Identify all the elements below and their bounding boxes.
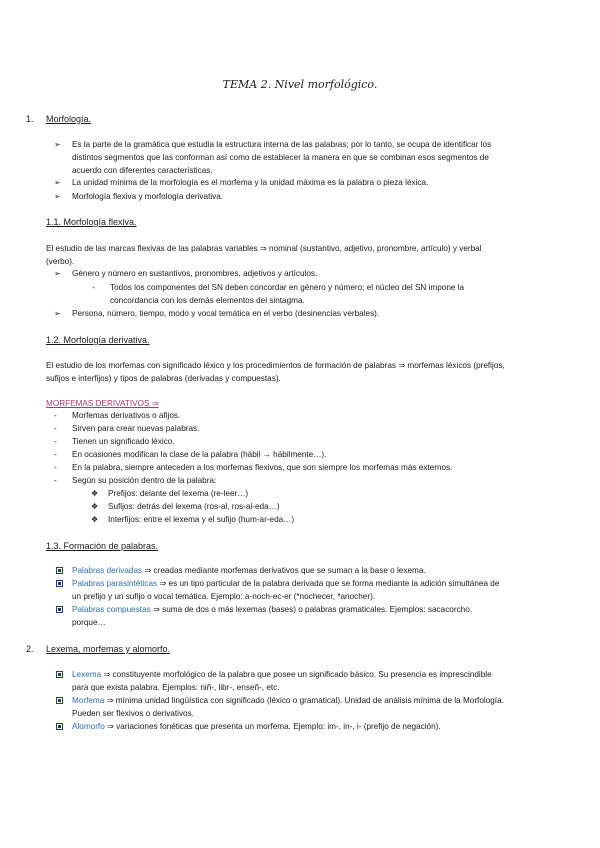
diamond-bullet-icon: ❖ (91, 502, 99, 511)
checkbox-bullet-icon (56, 606, 63, 613)
list-item: Según su posición dentro de la palabra: (72, 476, 217, 485)
section-number-1: 1. (26, 114, 34, 124)
term-definition: ⇒ creadas mediante morfemas derivativos que se suman a la base o lexema. (142, 566, 426, 575)
list-item: Tienen un significado léxico. (72, 437, 175, 446)
page-title: TEMA 2. Nivel morfológico. (222, 78, 378, 91)
list-item: Morfemas derivativos o afijos. (72, 411, 181, 420)
sub-list-item: Sufijos: detrás del lexema (ros-al, ros-al-eda…) (108, 502, 280, 511)
section-number-2: 2. (26, 644, 34, 654)
subsection-heading-derivativa: 1.2. Morfología derivativa. (46, 335, 150, 345)
term-palabras-parasinteticas: Palabras parasintéticas (72, 579, 158, 588)
term-alomorfo: Alomorfo (72, 722, 105, 731)
bullet-text: acuerdo con diferentes características. (72, 166, 213, 175)
term-palabras-compuestas: Palabras compuestas (72, 605, 151, 614)
term-palabras-derivadas: Palabras derivadas (72, 566, 143, 575)
dash-bullet-icon: - (54, 411, 57, 420)
dash-bullet-icon: - (54, 424, 57, 433)
bullet-text: Persona, número, tiempo, modo y vocal temática en el verbo (desinencias verbales). (72, 309, 380, 318)
bullet-text: Morfología flexiva y morfología derivativa. (72, 192, 224, 201)
term-definition: ⇒ variaciones fonéticas que presenta un morfema. Ejemplo: im-, in-, i- (prefijo de negación). (104, 722, 441, 731)
arrow-bullet-icon: ➢ (54, 269, 61, 278)
list-item: En ocasiones modifican la clase de la palabra (hábil → hábilmente…). (72, 450, 327, 459)
arrow-bullet-icon: ➢ (54, 140, 61, 149)
term-definition: ⇒ mínima unidad lingüística con significado (léxico o gramatical). Unidad de análisis mínima de la Morfología. (104, 696, 504, 705)
bullet-text: La unidad mínima de la morfología es el morfema y la unidad máxima es la palabra o pieza léxica. (72, 178, 429, 187)
checkbox-bullet-icon (56, 671, 63, 678)
paragraph: El estudio de los morfemas con significado léxico y los procedimientos de formación de palabras ⇒ morfemas léxicos (prefijos, (46, 361, 505, 370)
term-definition: ⇒ suma de dos o más lexemas (bases) o palabras gramaticales. Ejemplos: sacacorcho, (150, 605, 473, 614)
subsection-heading-formacion: 1.3. Formación de palabras. (46, 541, 159, 551)
arrow-bullet-icon: ➢ (54, 309, 61, 318)
sub-list-item: Prefijos: delante del lexema (re-leer…) (108, 489, 249, 498)
morfemas-derivativos-label: MORFEMAS DERIVATIVOS ⇒ (46, 399, 159, 408)
term-morfema: Morfema (72, 696, 105, 705)
checkbox-bullet-icon (56, 697, 63, 704)
subsection-heading-flexiva: 1.1. Morfología flexiva. (46, 217, 137, 227)
dash-bullet-icon: - (92, 283, 95, 292)
checkbox-bullet-icon (56, 580, 63, 587)
sub-bullet-text: Todos los componentes del SN deben concordar en género y número; el núcleo del SN impone la (110, 283, 465, 292)
paragraph: (verbo). (46, 257, 75, 266)
list-item: Sirven para crear nuevas palabras. (72, 424, 200, 433)
checkbox-bullet-icon (56, 567, 63, 574)
term-definition-continued: Pueden ser flexivos o derivativos. (72, 709, 194, 718)
dash-bullet-icon: - (54, 463, 57, 472)
sub-list-item: Interfijos: entre el lexema y el sufijo (hum-ar-eda…) (108, 515, 295, 524)
paragraph: El estudio de las marcas flexivas de las palabras variables ⇒ nominal (sustantivo, adjetivo, pronombre, artículo) y verbal (46, 244, 482, 253)
term-definition-continued: para que exista palabra. Ejemplos: niñ-, libr-, enseñ-, etc. (72, 683, 280, 692)
dash-bullet-icon: - (54, 450, 57, 459)
dash-bullet-icon: - (54, 476, 57, 485)
term-lexema: Lexema (72, 670, 102, 679)
diamond-bullet-icon: ❖ (91, 489, 99, 498)
section-heading-lexema: Lexema, morfemas y alomorfo. (46, 644, 171, 654)
dash-bullet-icon: - (54, 437, 57, 446)
term-definition: ⇒ constituyente morfológico de la palabra que posee un significado básico. Su presencia es imprescindible (101, 670, 492, 679)
arrow-bullet-icon: ➢ (54, 192, 61, 201)
term-definition-continued: un prefijo y un sufijo o vocal temática. Ejemplo: a-noch-ec-er (*nochecer, *anocher). (72, 592, 376, 601)
checkbox-bullet-icon (56, 723, 63, 730)
paragraph: sufijos e interfijos) y tipos de palabras (derivadas y compuestas). (46, 374, 281, 383)
list-item: En la palabra, siempre anteceden a los morfemas flexivos, que son siempre los morfemas más externos. (72, 463, 453, 472)
term-definition: ⇒ es un tipo particular de la palabra derivada que se forma mediante la adición simultánea de (157, 579, 500, 588)
diamond-bullet-icon: ❖ (91, 515, 99, 524)
section-heading-morfologia: Morfología. (46, 114, 92, 124)
arrow-bullet-icon: ➢ (54, 178, 61, 187)
sub-bullet-text: concordancia con los demás elementos del sintagma. (110, 296, 305, 305)
bullet-text: Es la parte de la gramática que estudia la estructura interna de las palabras; por lo tanto, se ocupa de identificar los (72, 140, 492, 149)
bullet-text: distintos segmentos que las conforman así como de establecer la manera en que se combinan esos segmentos de (72, 153, 489, 162)
term-definition-continued: porque… (72, 618, 106, 627)
bullet-text: Género y número en sustantivos, pronombres, adjetivos y artículos. (72, 269, 318, 278)
